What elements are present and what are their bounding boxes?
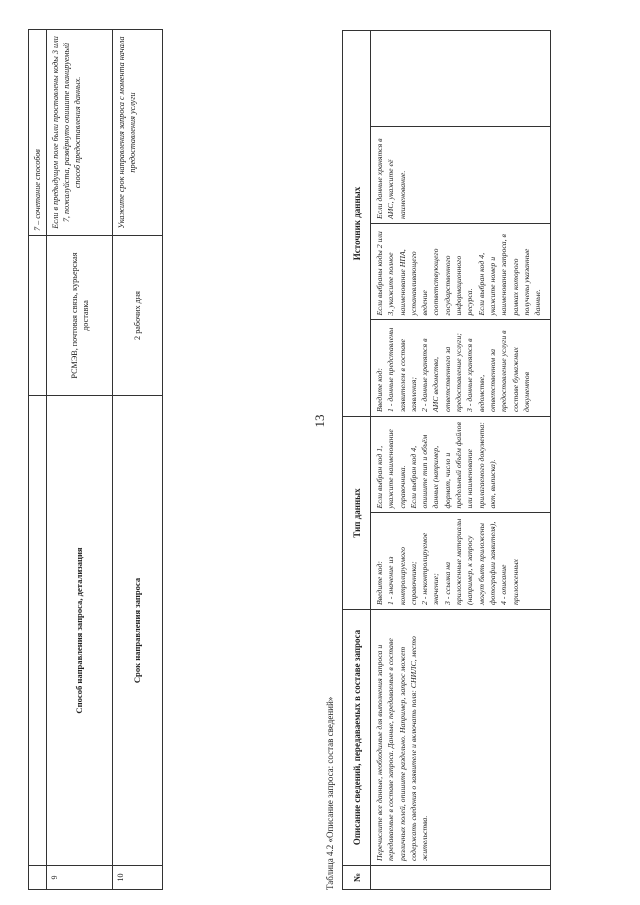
- table-row: [113, 30, 163, 890]
- row-number: 9: [47, 866, 113, 890]
- param-cell: [29, 396, 47, 866]
- page-number: 13: [312, 414, 327, 428]
- source-ais-cell: Если данные хранятся в АИС, укажите её наименование.: [371, 127, 551, 224]
- header-num: №: [343, 866, 371, 890]
- row-number: 10: [113, 866, 163, 890]
- note-cell: 7 – сочетание способов: [29, 30, 47, 236]
- header-data-source: Источник данных: [343, 31, 371, 417]
- type-code-cell: Введите код: 1 - значение из контролируемого справочника; 2 - неконтролируемое значение; 3 - ссылка на приложенные материалы (например, к запросу могут быть приложены фотографии заявителя), 4 - описание приложенных: [371, 513, 551, 610]
- header-data-type: Тип данных: [343, 417, 371, 610]
- table-caption: Таблица 4.2 «Описание запроса: состав сведений»: [325, 696, 335, 890]
- value-cell: РСМЭВ, почтовая связь, курьерская доставка: [47, 236, 113, 396]
- type-detail-cell: Если выбран код 1, укажите наименование справочника. Если выбран код 4, опишите тип и объём данных (например, формат, число и предельный объём файлов или наименование прилагаемого документа: акт, выписка).: [371, 417, 551, 514]
- request-params-table: [28, 29, 163, 890]
- row-number: [29, 866, 47, 890]
- param-cell: Срок направления запроса: [113, 396, 163, 866]
- value-cell: [29, 236, 47, 396]
- value-cell: 2 рабочих дня: [113, 236, 163, 396]
- param-cell: Способ направления запроса, детализация: [47, 396, 113, 866]
- source-npa-cell: Если выбраны коды 2 или 3, укажите полное наименование НПА, устанавливающего ведение соответствующего государственного информационного ресурса. Если выбран код 4, укажите номер и наименование запроса, в рамках которого получены указанные данные.: [371, 224, 551, 321]
- table-row: [47, 30, 113, 890]
- desc-cell: Если в предыдущем поле были проставлены коды 3 или 7, пожалуйста, развёрнуто опишите планируемый способ предоставления данных.: [47, 30, 113, 236]
- table-row: [371, 31, 551, 890]
- request-composition-table: [342, 30, 551, 890]
- desc-cell: Укажите срок направления запроса с момента начала предоставления услуги: [113, 30, 163, 236]
- row-number: [371, 866, 551, 890]
- rotated-landscape-content: [20, 30, 600, 890]
- source-code-cell: Введите код: 1 - данные представлены заявителем в составе заявления; 2 - данные хранятся в АИС ведомства, ответственного за предоставление услуги; 3 - данные хранятся в ведомстве, ответственном за предоставление услуги в составе бумажных документов: [371, 320, 551, 417]
- table-row: [29, 30, 47, 890]
- table-header-row: [343, 31, 371, 890]
- header-description: Описание сведений, передаваемых в составе запроса: [343, 610, 371, 866]
- source-extra-cell: [371, 31, 551, 128]
- description-cell: Перечислите все данные, необходимые для выполнения запроса и передаваемые в составе запроса. Данные, передаваемые в составе различных полей, опишите раздельно. Например, запрос может содержать сведения о заявителе и включать поля: СНИЛС, место жительства.: [371, 610, 551, 866]
